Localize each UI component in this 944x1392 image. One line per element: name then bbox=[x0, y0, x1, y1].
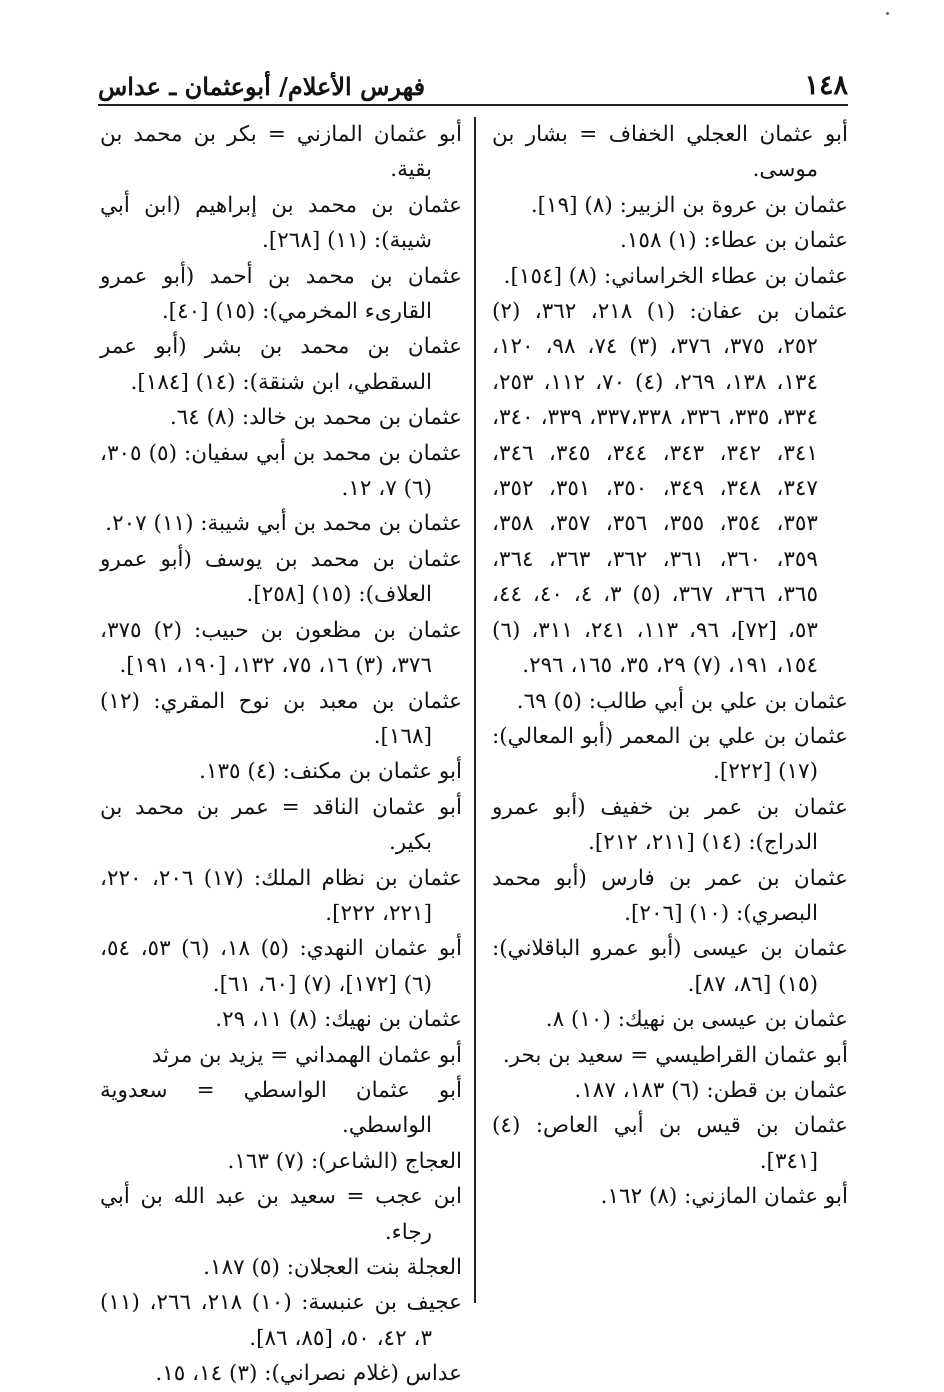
index-entry: ابن عجب = سعيد بن عبد الله بن أبي رجاء. bbox=[100, 1184, 462, 1245]
index-entry: أبو عثمان المازني: (٨) ١٦٢. bbox=[600, 1184, 848, 1210]
scan-speck bbox=[886, 12, 889, 15]
column-divider bbox=[474, 117, 476, 1303]
index-entry: أبو عثمان الواسطي = سعدوية الواسطي. bbox=[100, 1077, 462, 1139]
index-column-left bbox=[100, 117, 462, 1392]
index-entry: أبو عثمان النهدي: (٥) ١٨، (٦) ٥٣، ٥٤، (٦) [١٧٢]، (٧) [٦٠، ٦١]. bbox=[100, 936, 462, 997]
index-entry: عثمان بن عروة بن الزبير: (٨) [١٩]. bbox=[530, 192, 848, 218]
page-header bbox=[98, 55, 848, 101]
index-entry: عثمان بن قيس بن أبي العاص: (٤) [٣٤١]. bbox=[492, 1113, 848, 1174]
index-entry: عثمان بن عطاء الخراساني: (٨) [١٥٤]. bbox=[503, 263, 848, 289]
index-entry: أبو عثمان القراطيسي = سعيد بن بحر. bbox=[502, 1042, 848, 1068]
index-entry: عثمان بن محمد بن يوسف (أبو عمرو العلاف): (١٥) [٢٥٨]. bbox=[100, 546, 462, 608]
index-entry: عثمان بن محمد بن أبي سفيان: (٥) ٣٠٥، (٦) ٧، ١٢. bbox=[100, 440, 462, 502]
index-entry: عثمان بن عيسى (أبو عمرو الباقلاني): (١٥) [٨٦، ٨٧]. bbox=[492, 936, 848, 997]
index-entry: عثمان بن نظام الملك: (١٧) ٢٠٦، ٢٢٠، [٢٢١، ٢٢٢]. bbox=[100, 865, 462, 926]
index-entry: عثمان بن عيسى بن نهيك: (١٠) ٨. bbox=[545, 1007, 848, 1033]
index-entry: عثمان بن علي بن المعمر (أبو المعالي): (١٧) [٢٢٢]. bbox=[492, 723, 848, 785]
index-entry: أبو عثمان الناقد = عمر بن محمد بن بكير. bbox=[100, 794, 462, 856]
index-entry: عثمان بن محمد بن أبي شيبة: (١١) ٢٠٧. bbox=[105, 511, 462, 537]
index-entry: عثمان بن محمد بن إبراهيم (ابن أبي شيبة): (١١) [٢٦٨]. bbox=[100, 192, 462, 254]
index-column-right bbox=[492, 117, 848, 1215]
index-entry: عثمان بن عمر بن فارس (أبو محمد البصري): (١٠) [٢٠٦]. bbox=[492, 865, 848, 926]
index-entry: أبو عثمان العجلي الخفاف = بشار بن موسى. bbox=[492, 122, 848, 183]
index-entry: عجيف بن عنبسة: (١٠) ٢١٨، ٢٦٦، (١١) ٣، ٤٢، ٥٠، [٨٥، ٨٦]. bbox=[100, 1290, 462, 1351]
index-entry: أبو عثمان بن مكنف: (٤) ١٣٥. bbox=[199, 759, 462, 785]
index-entry: أبو عثمان المازني = بكر بن محمد بن بقية. bbox=[100, 122, 462, 183]
index-entry: عثمان بن نهيك: (٨) ١١، ٢٩. bbox=[215, 1007, 462, 1033]
index-entry: عثمان بن محمد بن بشر (أبو عمر السقطي، ابن شنقة): (١٤) [١٨٤]. bbox=[100, 334, 462, 395]
index-entry: عثمان بن معبد بن نوح المقري: (١٢) [١٦٨]. bbox=[100, 688, 462, 749]
index-entry: عداس (غلام نصراني): (٣) ١٤، ١٥. bbox=[155, 1361, 462, 1387]
index-entry: عثمان بن عطاء: (١) ١٥٨. bbox=[620, 228, 848, 254]
index-entry: عثمان بن عمر بن خفيف (أبو عمرو الدراج): (١٤) [٢١١، ٢١٢]. bbox=[492, 794, 848, 856]
index-entry: عثمان بن عفان: (١) ٢١٨، ٣٦٢، (٢) ٢٥٢، ٣٧٥، ٣٧٦، (٣) ٧٤، ٩٨، ١٢٠، ١٣٤، ١٣٨، ٢٦٩، (٤) ٧٠، ١١٢، ٢٥٣، ٣٣٤، ٣٣٥، ٣٣٦، ٣٣٧،٣٣٨، ٣٣٩، ٣٤٠، ٣٤١، ٣٤٢، ٣٤٣، ٣٤٤، ٣٤٥، ٣٤٦، ٣٤٧، ٣٤٨، ٣٤٩، ٣٥٠، ٣٥١، ٣٥٢، ٣٥٣، ٣٥٤، ٣٥٥، ٣٥٦، ٣٥٧، ٣٥٨، ٣٥٩، ٣٦٠، ٣٦١، ٣٦٢، ٣٦٣، ٣٦٤، ٣٦٥، ٣٦٦، ٣٦٧، (٥) ٣، ٤، ٤٠، ٤٤، ٥٣، [٧٢]، ٩٦، ١١٣، ٢٤١، ٣١١، (٦) ١٥٤، ١٩١، (٧) ٢٩، ٣٥، ١٦٥، ٢٩٦. bbox=[492, 299, 848, 679]
page-number: ١٤٨ bbox=[804, 70, 848, 101]
header-rule bbox=[98, 104, 848, 106]
running-title: فهرس الأعلام/ أبوعثمان ـ عداس bbox=[98, 72, 426, 101]
index-entry: عثمان بن قطن: (٦) ١٨٣، ١٨٧. bbox=[574, 1077, 848, 1103]
index-entry: أبو عثمان الهمداني = يزيد بن مرثد bbox=[151, 1042, 462, 1068]
index-entry: عثمان بن علي بن أبي طالب: (٥) ٦٩. bbox=[516, 688, 848, 714]
index-entry: عثمان بن محمد بن أحمد (أبو عمرو القارىء المخرمي): (١٥) [٤٠]. bbox=[100, 263, 462, 325]
index-entry: العجاج (الشاعر): (٧) ١٦٣. bbox=[227, 1148, 462, 1174]
index-entry: عثمان بن مظعون بن حبيب: (٢) ٣٧٥، ٣٧٦، (٣) ١٦، ٧٥، ١٣٢، [١٩٠، ١٩١]. bbox=[100, 617, 463, 679]
index-entry: عثمان بن محمد بن خالد: (٨) ٦٤. bbox=[169, 405, 462, 431]
index-entry: العجلة بنت العجلان: (٥) ١٨٧. bbox=[203, 1255, 462, 1280]
